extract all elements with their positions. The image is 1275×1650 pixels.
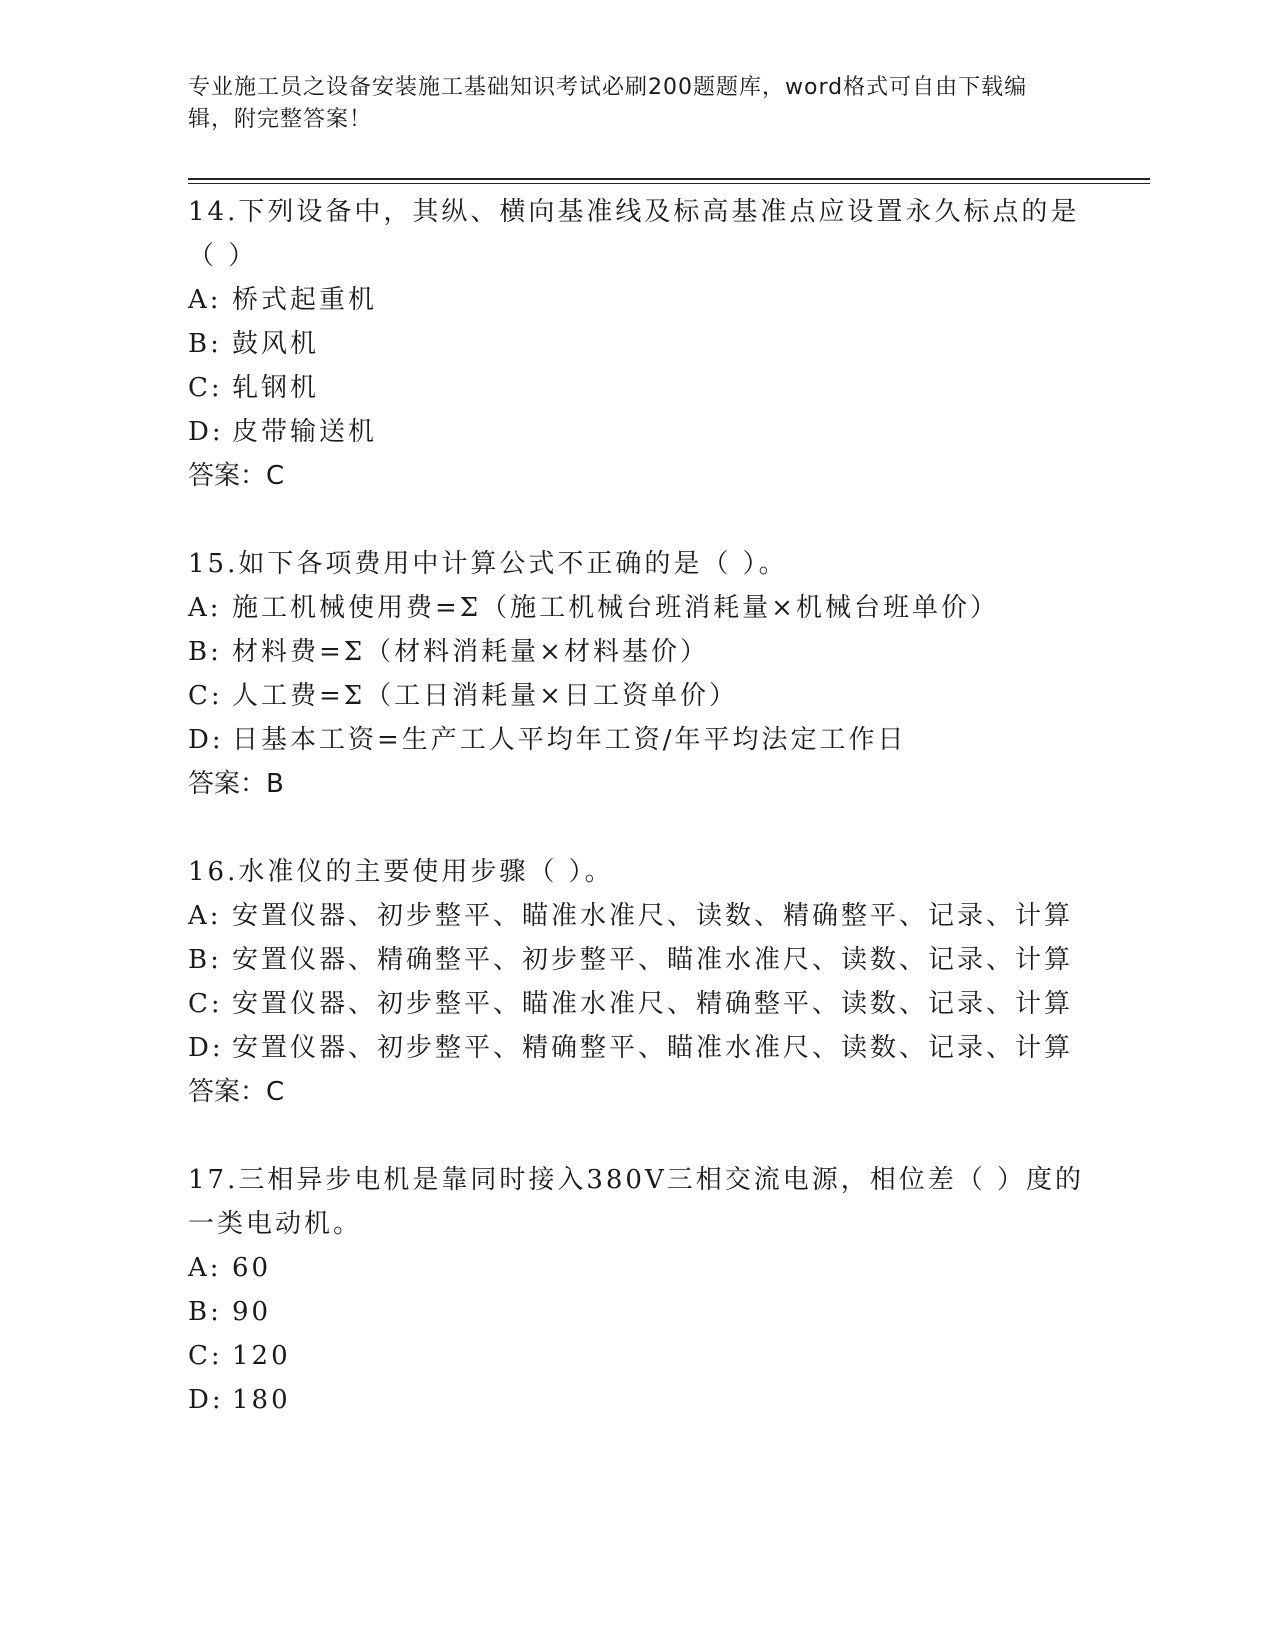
header-divider-thick <box>188 178 1150 180</box>
option-letter: A: <box>188 901 222 931</box>
question-stem: 14.下列设备中，其纵、横向基准线及标高基准点应设置永久标点的是（ ） <box>188 197 1080 271</box>
option-text: 90 <box>232 1297 272 1327</box>
option-c <box>188 1334 1088 1378</box>
question-15 <box>188 542 1088 806</box>
option-b <box>188 630 1088 674</box>
answer-line: 答案：C <box>188 1077 285 1107</box>
question-17 <box>188 1158 1088 1422</box>
option-letter: C: <box>188 681 223 711</box>
option-text: 120 <box>232 1341 291 1371</box>
question-stem: 15.如下各项费用中计算公式不正确的是（ ）。 <box>188 549 788 579</box>
option-text: 施工机械使用费=Σ（施工机械台班消耗量×机械台班单价） <box>232 593 999 623</box>
option-letter: B: <box>188 1297 222 1327</box>
option-text: 安置仪器、初步整平、精确整平、瞄准水准尺、读数、记录、计算 <box>232 1033 1074 1063</box>
option-b <box>188 322 1088 366</box>
option-c <box>188 982 1088 1026</box>
option-text: 轧钢机 <box>232 373 320 403</box>
question-16 <box>188 850 1088 1114</box>
option-letter: B: <box>188 637 222 667</box>
question-list <box>188 190 1088 1466</box>
option-a <box>188 1246 1088 1290</box>
option-letter: A: <box>188 1253 222 1283</box>
option-text: 安置仪器、初步整平、瞄准水准尺、精确整平、读数、记录、计算 <box>232 989 1074 1019</box>
option-text: 60 <box>232 1253 272 1283</box>
option-d <box>188 1378 1088 1422</box>
document-header: 专业施工员之设备安装施工基础知识考试必刷200题题库，word格式可自由下载编辑，附完整答案！ <box>188 75 1028 132</box>
option-a <box>188 586 1088 630</box>
option-letter: C: <box>188 989 223 1019</box>
question-stem: 17.三相异步电机是靠同时接入380V三相交流电源，相位差（ ）度的一类电动机。 <box>188 1165 1085 1239</box>
option-c <box>188 366 1088 410</box>
header-divider-thin <box>188 183 1150 184</box>
option-text: 皮带输送机 <box>232 417 378 447</box>
option-letter: D: <box>188 1033 224 1063</box>
option-letter: D: <box>188 1385 224 1415</box>
option-text: 鼓风机 <box>232 329 320 359</box>
option-letter: A: <box>188 593 222 623</box>
option-letter: D: <box>188 725 224 755</box>
option-text: 桥式起重机 <box>232 285 378 315</box>
option-text: 材料费=Σ（材料消耗量×材料基价） <box>232 637 709 667</box>
option-c <box>188 674 1088 718</box>
option-a <box>188 278 1088 322</box>
option-text: 180 <box>232 1385 291 1415</box>
option-letter: A: <box>188 285 222 315</box>
option-b <box>188 1290 1088 1334</box>
question-stem: 16.水准仪的主要使用步骤（ ）。 <box>188 857 614 887</box>
answer-line: 答案：C <box>188 461 285 491</box>
question-14 <box>188 190 1088 498</box>
option-d <box>188 1026 1088 1070</box>
option-b <box>188 938 1088 982</box>
option-letter: B: <box>188 945 222 975</box>
option-d <box>188 718 1088 762</box>
option-letter: D: <box>188 417 224 447</box>
answer-line: 答案：B <box>188 769 284 799</box>
option-a <box>188 894 1088 938</box>
option-text: 安置仪器、初步整平、瞄准水准尺、读数、精确整平、记录、计算 <box>232 901 1074 931</box>
option-letter: C: <box>188 373 223 403</box>
option-d <box>188 410 1088 454</box>
option-letter: B: <box>188 329 222 359</box>
option-text: 日基本工资=生产工人平均年工资/年平均法定工作日 <box>232 725 907 755</box>
option-text: 安置仪器、精确整平、初步整平、瞄准水准尺、读数、记录、计算 <box>232 945 1074 975</box>
option-letter: C: <box>188 1341 223 1371</box>
option-text: 人工费=Σ（工日消耗量×日工资单价） <box>232 681 738 711</box>
